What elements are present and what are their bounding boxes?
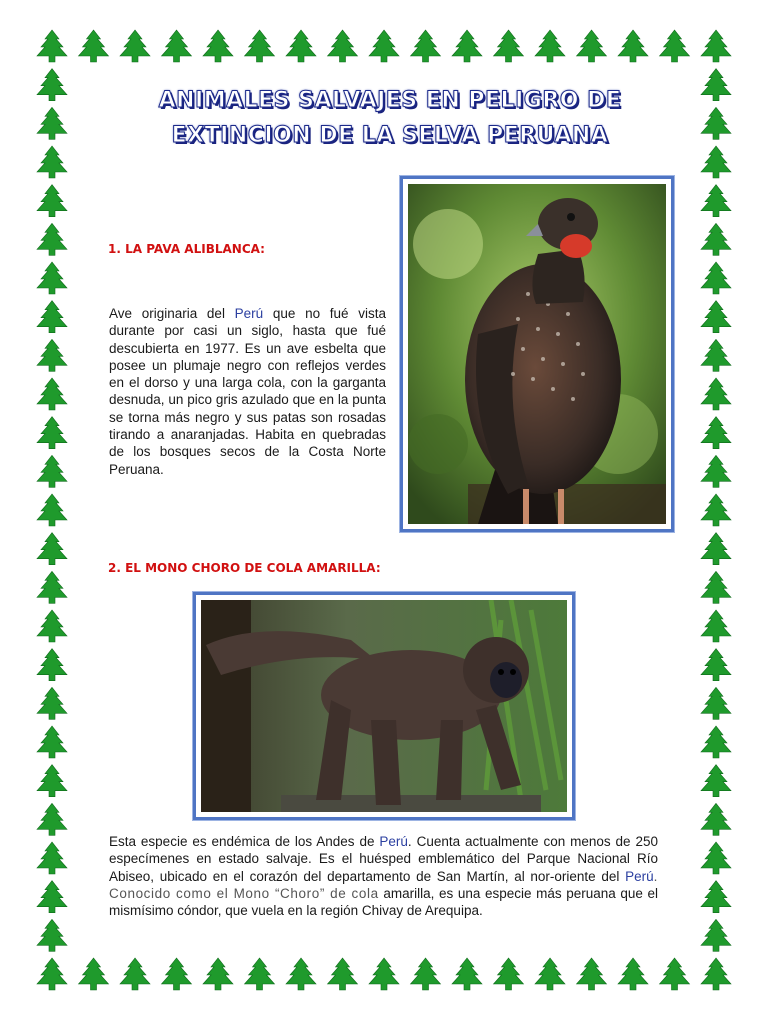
- section-2-paragraph: [109, 833, 658, 919]
- tree-icon: [37, 339, 67, 371]
- tree-icon: [701, 958, 731, 990]
- tree-icon: [701, 571, 731, 603]
- tree-icon: [660, 958, 690, 990]
- tree-icon: [37, 262, 67, 294]
- monkey-photo-frame: [193, 592, 575, 820]
- tree-icon: [660, 30, 690, 62]
- tree-icon: [162, 958, 192, 990]
- tree-icon: [37, 533, 67, 565]
- tree-icon: [328, 958, 358, 990]
- tree-icon: [203, 30, 233, 62]
- tree-icon: [37, 301, 67, 333]
- tree-icon: [411, 30, 441, 62]
- section-1-paragraph: [109, 305, 386, 478]
- tree-icon: [37, 958, 67, 990]
- tree-icon: [452, 958, 482, 990]
- tree-icon: [701, 262, 731, 294]
- tree-icon: [37, 687, 67, 719]
- tree-icon: [701, 301, 731, 333]
- tree-icon: [411, 958, 441, 990]
- section-1-text-b: que no fué vista durante por casi un siglo, hasta que fué descubierta en 1977. Es un ave esbelta que posee un plumaje negro con reflejos verdes en el dorso y una larga cola, con la garganta desnuda, un pico gris azulado que en la punta se torna más negro y sus patas son rosadas tirando a anaranjadas. Habita en quebradas de los bosques secos de la Costa Norte Peruana.: [109, 306, 386, 477]
- tree-icon: [701, 223, 731, 255]
- section-1-heading: 1. LA PAVA ALIBLANCA:: [108, 242, 265, 256]
- tree-icon: [37, 726, 67, 758]
- tree-icon: [37, 919, 67, 951]
- tree-icon: [701, 687, 731, 719]
- tree-icon: [701, 417, 731, 449]
- tree-icon: [701, 146, 731, 178]
- tree-icon: [37, 842, 67, 874]
- tree-icon: [245, 958, 275, 990]
- tree-icon: [701, 533, 731, 565]
- section-2-heading: 2. EL MONO CHORO DE COLA AMARILLA:: [108, 561, 381, 575]
- tree-icon: [494, 30, 524, 62]
- tree-icon: [701, 803, 731, 835]
- tree-icon: [37, 417, 67, 449]
- tree-icon: [701, 842, 731, 874]
- tree-icon: [37, 765, 67, 797]
- tree-icon: [37, 185, 67, 217]
- tree-icon: [286, 958, 316, 990]
- tree-icon: [37, 649, 67, 681]
- tree-icon: [494, 958, 524, 990]
- tree-icon: [577, 958, 607, 990]
- tree-icon: [618, 958, 648, 990]
- page-title-line-1: ANIMALES SALVAJES EN PELIGRO DE: [158, 88, 622, 113]
- tree-icon: [369, 30, 399, 62]
- tree-icon: [701, 649, 731, 681]
- tree-icon: [37, 571, 67, 603]
- tree-icon: [701, 185, 731, 217]
- white-winged-guan-photo: [408, 184, 666, 524]
- tree-icon: [79, 958, 109, 990]
- tree-icon: [701, 378, 731, 410]
- tree-icon: [37, 881, 67, 913]
- section-2-text-a: Esta especie es endémica de los Andes de: [109, 834, 380, 849]
- tree-icon: [452, 30, 482, 62]
- tree-icon: [535, 30, 565, 62]
- tree-icon: [37, 146, 67, 178]
- tree-icon: [37, 494, 67, 526]
- tree-icon: [577, 30, 607, 62]
- tree-icon: [535, 958, 565, 990]
- tree-icon: [162, 30, 192, 62]
- tree-icon: [701, 494, 731, 526]
- tree-icon: [37, 610, 67, 642]
- tree-icon: [701, 339, 731, 371]
- tree-icon: [701, 881, 731, 913]
- page-title-line-2: EXTINCION DE LA SELVA PERUANA: [171, 123, 609, 148]
- tree-icon: [701, 455, 731, 487]
- section-1-text-a: Ave originaria del: [109, 306, 235, 321]
- tree-icon: [37, 69, 67, 101]
- tree-icon: [701, 765, 731, 797]
- guan-photo-frame: [400, 176, 674, 532]
- tree-icon: [203, 958, 233, 990]
- section-2-text-d: amarilla, es una especie más peruana que el mismísimo cóndor, que vuela en la región Chivay de Arequipa.: [109, 885, 658, 919]
- tree-icon: [701, 107, 731, 139]
- tree-icon: [120, 958, 150, 990]
- tree-icon: [701, 919, 731, 951]
- peru-link-3[interactable]: Perú: [625, 868, 654, 884]
- tree-icon: [701, 69, 731, 101]
- tree-icon: [369, 958, 399, 990]
- section-2-text-b: . Cuenta actualmente con menos de 250 especímenes en estado salvaje. Es el huésped emblemático del Parque Nacional Río Abiseo, ubicado en el corazón del departamento de San Martín, al nor-oriente del: [109, 834, 658, 884]
- tree-icon: [328, 30, 358, 62]
- yellow-tailed-woolly-monkey-photo: [201, 600, 567, 812]
- tree-icon: [37, 378, 67, 410]
- tree-icon: [618, 30, 648, 62]
- tree-icon: [37, 803, 67, 835]
- tree-icon: [120, 30, 150, 62]
- tree-icon: [37, 223, 67, 255]
- section-2-text-c: . Conocido como el Mono “Choro” de cola: [109, 868, 658, 901]
- tree-icon: [37, 107, 67, 139]
- tree-icon: [37, 455, 67, 487]
- tree-icon: [701, 726, 731, 758]
- tree-icon: [245, 30, 275, 62]
- tree-icon: [286, 30, 316, 62]
- tree-icon: [79, 30, 109, 62]
- tree-icon: [701, 610, 731, 642]
- tree-icon: [37, 30, 67, 62]
- tree-icon: [701, 30, 731, 62]
- peru-link-2[interactable]: Perú: [379, 834, 408, 849]
- peru-link[interactable]: Perú: [234, 306, 264, 321]
